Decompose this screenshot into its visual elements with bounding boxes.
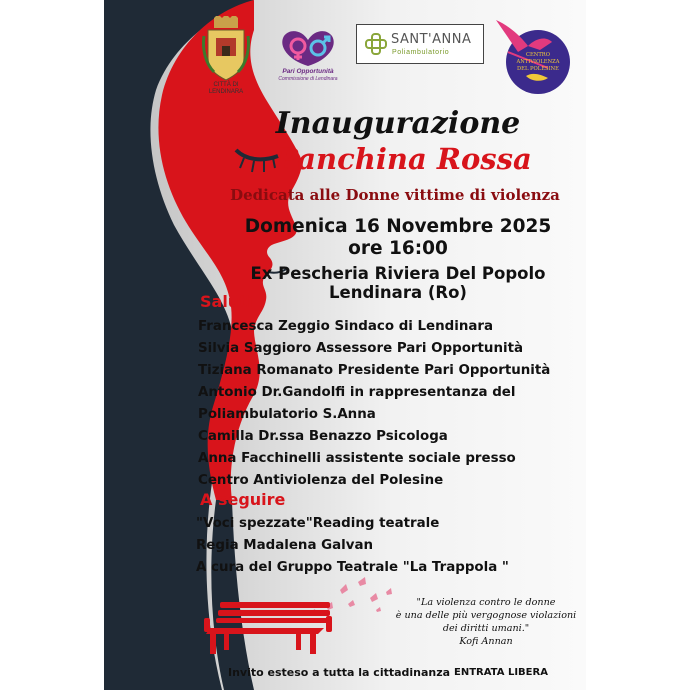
list-item: Poliambulatorio S.Anna: [198, 407, 376, 422]
centro-line-2: ANTIVIOLENZA: [516, 59, 560, 65]
quote-line-2: è una delle più vergognose violazioni: [395, 610, 577, 621]
list-item: Antonio Dr.Gandolfi in rappresentanza del: [198, 385, 516, 400]
kofi-annan-quote: [392, 596, 580, 648]
butterflies: [310, 577, 392, 615]
list-item: "Voci spezzate"Reading teatrale: [196, 516, 440, 531]
title-panchina-rossa: Panchina Rossa: [276, 142, 532, 176]
quote-line-1: "La violenza contro le donne: [416, 597, 556, 608]
list-item: Centro Antiviolenza del Polesine: [198, 473, 444, 488]
list-item: Tiziana Romanato Presidente Pari Opportunità: [198, 363, 551, 378]
list-item: Regia Madalena Galvan: [196, 538, 374, 553]
crest-icon: [200, 16, 252, 82]
pari-title: Pari Opportunità: [282, 68, 334, 75]
santanna-sub: Poliambulatorio: [392, 49, 450, 56]
lendinara-coat-of-arms: [200, 16, 252, 102]
red-bench-illustration: [200, 576, 400, 656]
saluti-list: [198, 317, 550, 493]
invite-text: Invito esteso a tutta la cittadinanza: [228, 666, 451, 679]
santanna-logo: [356, 24, 484, 64]
saluti-heading: Saluti: [200, 292, 253, 311]
pari-opportunita-logo: [274, 26, 342, 86]
centro-line-3: DEL POLESINE: [517, 66, 559, 72]
gender-symbols-icon: [274, 26, 342, 68]
list-item: Silvia Saggioro Assessore Pari Opportunità: [198, 341, 524, 356]
a-seguire-heading: A seguire: [200, 490, 286, 509]
list-item: Anna Facchinelli assistente sociale presso: [198, 451, 516, 466]
centro-line-1: CENTRO: [526, 52, 550, 58]
subtitle-dedication: Dedicata alle Donne vittime di violenza: [230, 186, 560, 204]
event-date: Domenica 16 Novembre 2025: [244, 216, 552, 237]
quote-author: Kofi Annan: [459, 636, 513, 647]
city-label-2: LENDINARA: [208, 89, 244, 95]
event-place: [208, 264, 586, 302]
place-line-2: Lendinara (Ro): [329, 283, 467, 302]
quote-line-3: dei diritti umani.": [442, 623, 530, 634]
list-item: Francesca Zeggio Sindaco di Lendinara: [198, 319, 494, 334]
santanna-name: SANT'ANNA: [391, 32, 472, 47]
list-item: A cura del Gruppo Teatrale "La Trappola ": [196, 560, 509, 575]
event-date-time: [208, 216, 586, 260]
centro-antiviolenza-logo: [488, 12, 574, 98]
cross-icon: [365, 33, 387, 55]
event-poster: [104, 0, 586, 690]
hummingbird-icon: [488, 12, 574, 98]
event-time: ore 16:00: [348, 238, 448, 259]
free-entry-text: ENTRATA LIBERA: [454, 667, 548, 678]
list-item: Camilla Dr.ssa Benazzo Psicologa: [198, 429, 448, 444]
city-label-1: CITTÀ DI: [213, 82, 239, 88]
a-seguire-list: [196, 515, 509, 581]
title-inaugurazione: Inaugurazione: [275, 106, 521, 141]
place-line-1: Ex Pescheria Riviera Del Popolo: [250, 264, 546, 283]
pari-subtitle: Commissione di Lendinara: [278, 76, 338, 82]
